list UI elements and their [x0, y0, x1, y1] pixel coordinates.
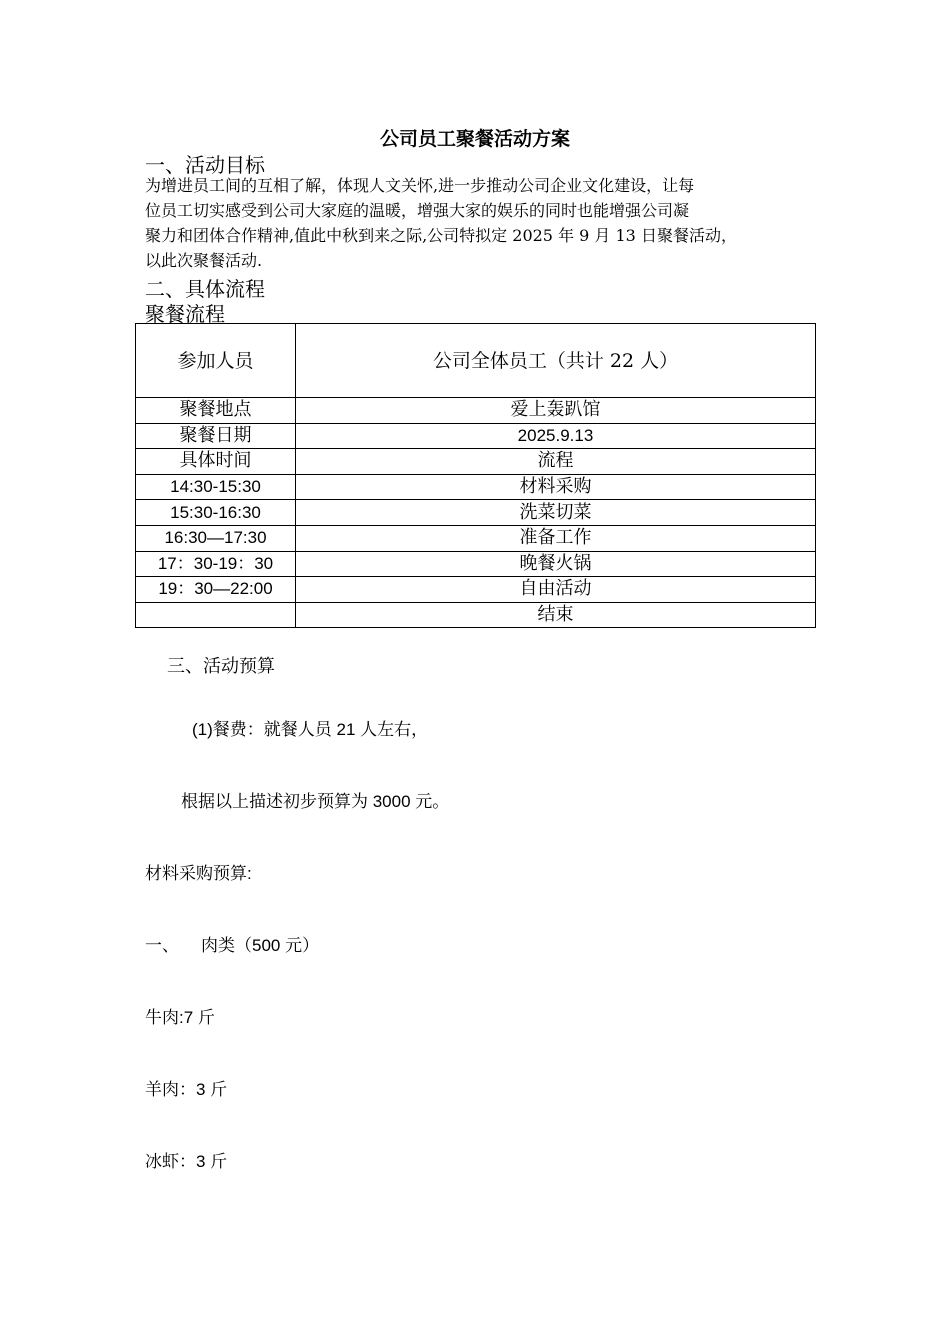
- row-value: 流程: [296, 449, 816, 475]
- meal-fee-text: (1)餐费：就餐人员 21 人左右，: [192, 720, 429, 739]
- materials-label: 材料采购预算:: [145, 864, 252, 883]
- table-row: [136, 551, 816, 577]
- row-time: 14:30-15:30: [136, 474, 296, 500]
- row-activity: 准备工作: [296, 525, 816, 551]
- table-row: [136, 398, 816, 424]
- material-item: 冰虾：3 斤: [145, 1152, 228, 1171]
- table-row: [136, 602, 816, 628]
- table-row: [136, 577, 816, 603]
- row-time: 16:30—17:30: [136, 525, 296, 551]
- section-heading-goals: 一、活动目标: [145, 153, 265, 177]
- row-value: 2025.9.13: [296, 423, 816, 449]
- row-value: 爱上轰趴馆: [296, 398, 816, 424]
- goal-paragraph-line: 聚力和团体合作精神,值此中秋到来之际,公司特拟定 2025 年 9 月 13 日聚餐活动，: [145, 226, 737, 245]
- section-heading-budget: 三、活动预算: [167, 656, 275, 677]
- schedule-table: [135, 323, 816, 628]
- row-activity: 材料采购: [296, 474, 816, 500]
- table-caption: 聚餐流程: [145, 302, 225, 326]
- goal-paragraph-line: 以此次聚餐活动.: [145, 251, 263, 270]
- participants-value: 公司全体员工（共计 22 人）: [296, 324, 816, 398]
- row-activity: 自由活动: [296, 577, 816, 603]
- estimate-text: 根据以上描述初步预算为 3000 元。: [181, 792, 450, 811]
- table-row: [136, 324, 816, 398]
- material-item: 羊肉：3 斤: [145, 1080, 228, 1099]
- row-activity: 洗菜切菜: [296, 500, 816, 526]
- table-row: [136, 449, 816, 475]
- meat-list-number: 一、: [145, 936, 179, 955]
- section-heading-process: 二、具体流程: [145, 277, 265, 301]
- table-row: [136, 474, 816, 500]
- row-label: 聚餐日期: [136, 423, 296, 449]
- document-title: 公司员工聚餐活动方案: [379, 128, 570, 150]
- table-row: [136, 500, 816, 526]
- row-activity: 结束: [296, 602, 816, 628]
- goal-paragraph-line: 位员工切实感受到公司大家庭的温暖，增强大家的娱乐的同时也能增强公司凝: [145, 201, 690, 220]
- material-item: 牛肉:7 斤: [145, 1008, 215, 1027]
- meat-category: 肉类（500 元）: [201, 936, 320, 955]
- row-time: 17：30-19：30: [136, 551, 296, 577]
- row-time: 19：30—22:00: [136, 577, 296, 603]
- row-time: [136, 602, 296, 628]
- table-row: [136, 525, 816, 551]
- participants-label: 参加人员: [136, 324, 296, 398]
- row-label: 具体时间: [136, 449, 296, 475]
- table-row: [136, 423, 816, 449]
- row-time: 15:30-16:30: [136, 500, 296, 526]
- goal-paragraph-line: 为增进员工间的互相了解，体现人文关怀,进一步推动公司企业文化建设，让每: [145, 176, 695, 195]
- row-label: 聚餐地点: [136, 398, 296, 424]
- row-activity: 晚餐火锅: [296, 551, 816, 577]
